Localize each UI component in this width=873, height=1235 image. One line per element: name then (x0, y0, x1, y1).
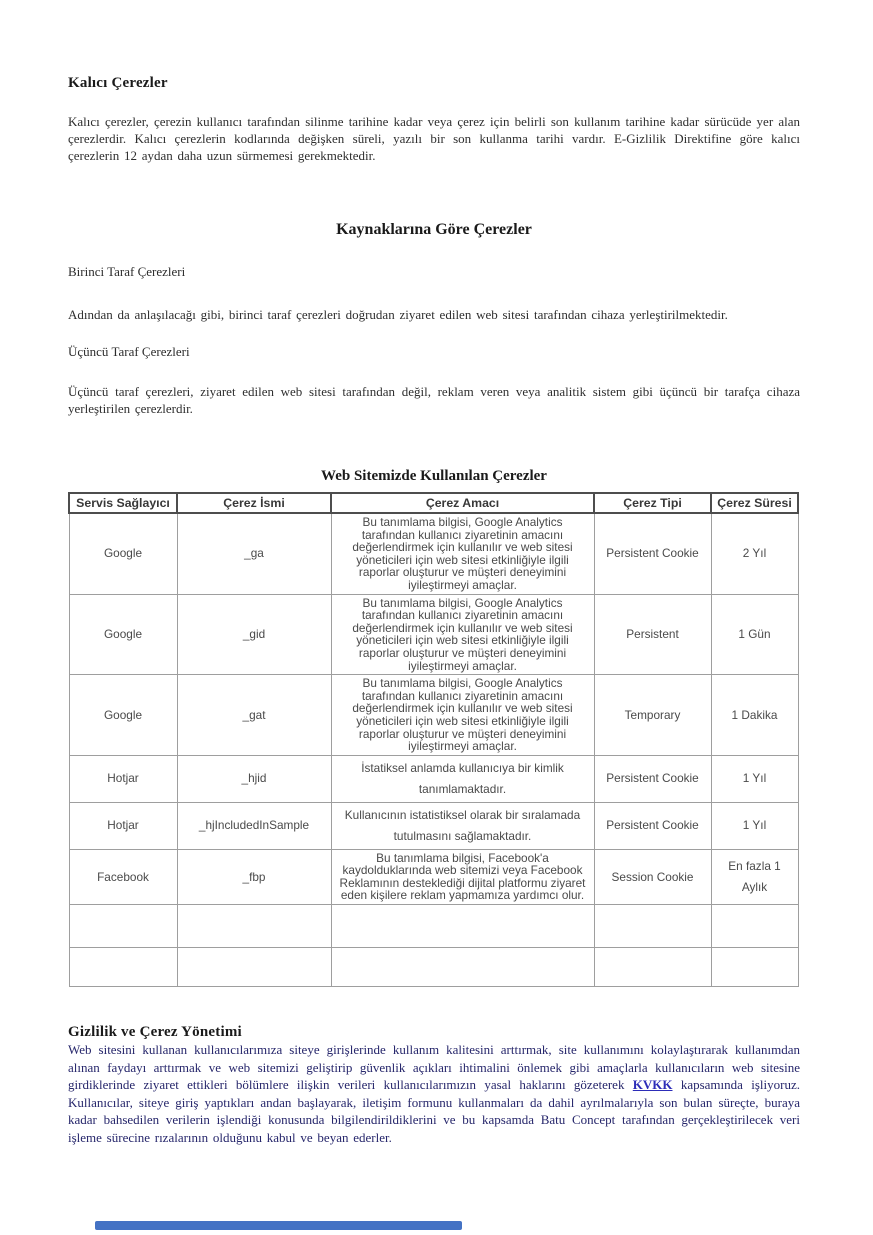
heading-cookies-by-source: Kaynaklarına Göre Çerezler (336, 221, 532, 238)
table-cell: 1 Dakika (711, 675, 798, 756)
paragraph-persistent-cookies: Kalıcı çerezler, çerezin kullanıcı tarafından silinme tarihine kadar veya çerez için belirli son kullanım tarihine kadar sürücüde yer alan çerezlerdir. Kalıcı çerezlerin kodlarında değişken süreli, yazılı bir son kullanma tarihi vardır. E-Gizlilik Direktifine göre kalıcı çerezlerin 12 aydan daha uzun sürmemesi gerekmektedir. (68, 114, 800, 163)
heading-cookies-table: Web Sitemizde Kullanılan Çerezler (321, 468, 547, 484)
table-cell: Persistent Cookie (594, 513, 711, 594)
table-cell: Facebook (69, 849, 177, 904)
table-row (69, 594, 798, 675)
table-cell (331, 948, 594, 987)
table-cell (177, 905, 331, 948)
heading-persistent-cookies: Kalıcı Çerezler (68, 75, 168, 91)
table-cell: En fazla 1 Aylık (711, 849, 798, 904)
table-cell: Hotjar (69, 802, 177, 849)
table-header-cell: Çerez İsmi (177, 493, 331, 513)
table-cell: Google (69, 675, 177, 756)
table-cell: Bu tanımlama bilgisi, Google Analytics tarafından kullanıcı ziyaretinin amacını değerlendirmek için kullanılır ve web sitesi yöneticileri için web sitesi etkinliğiyle ilgili raporlar oluşturur ve müşteri deneyimini iyileştirmeyi amaçlar. (331, 675, 594, 756)
table-row (69, 849, 798, 904)
table-cell (69, 905, 177, 948)
table-cell: Persistent Cookie (594, 802, 711, 849)
bottom-blue-bar (95, 1221, 462, 1230)
paragraph-third-party-cookies: Üçüncü taraf çerezleri, ziyaret edilen web sitesi tarafından değil, reklam veren veya analitik sistem gibi üçüncü bir tarafça cihaza yerleştirilen çerezlerdir. (68, 384, 800, 416)
table-cell: Google (69, 594, 177, 675)
table-header-cell: Çerez Amacı (331, 493, 594, 513)
table-cell: _fbp (177, 849, 331, 904)
cookies-table-head-row (69, 493, 798, 513)
table-cell: _gid (177, 594, 331, 675)
table-cell (177, 948, 331, 987)
paragraph-first-party-cookies: Adından da anlaşılacağı gibi, birinci taraf çerezleri doğrudan ziyaret edilen web sitesi tarafından cihaza yerleştirilmektedir. (68, 307, 728, 322)
heading-privacy-management: Gizlilik ve Çerez Yönetimi (68, 1024, 242, 1041)
subheading-first-party-cookies: Birinci Taraf Çerezleri (68, 264, 186, 279)
table-cell: Kullanıcının istatistiksel olarak bir sıralamada tutulmasını sağlamaktadır. (331, 802, 594, 849)
table-cell (594, 948, 711, 987)
privacy-text-after-link: kapsamında işliyoruz. Kullanıcılar, siteye giriş yaptıkları andan başlayarak, iletişim formunu kullanmaları da dahil ayrılmalarıyla son bulan süreçte, buraya kadar bahsedilen verilerin işlendiği konusunda bilgilendirildiklerini ve bu kapsamda Batu Concept tarafından gerçekleştirilecek veri işleme sürecine rızalarının olduğunu kabul ve beyan ederler. (68, 1077, 800, 1145)
table-cell (69, 948, 177, 987)
table-cell: 1 Yıl (711, 755, 798, 802)
table-cell (711, 948, 798, 987)
table-cell: _hjIncludedInSample (177, 802, 331, 849)
table-cell (594, 905, 711, 948)
table-cell: _hjid (177, 755, 331, 802)
table-cell: Persistent (594, 594, 711, 675)
subheading-third-party-cookies: Üçüncü Taraf Çerezleri (68, 344, 190, 359)
table-cell: Session Cookie (594, 849, 711, 904)
table-cell: 1 Yıl (711, 802, 798, 849)
table-cell: _gat (177, 675, 331, 756)
table-cell: Bu tanımlama bilgisi, Google Analytics tarafından kullanıcı ziyaretinin amacını değerlendirmek için kullanılır ve web sitesi yöneticileri için web sitesi etkinliğiyle ilgili raporlar oluşturur ve müşteri deneyimini iyileştirmeyi amaçlar. (331, 513, 594, 594)
table-row (69, 802, 798, 849)
table-cell (711, 905, 798, 948)
table-cell: Bu tanımlama bilgisi, Google Analytics tarafından kullanıcı ziyaretinin amacını değerlendirmek için kullanılır ve web sitesi yöneticileri için web sitesi etkinliğiyle ilgili raporlar oluşturur ve müşteri deneyimini iyileştirmeyi amaçlar. (331, 594, 594, 675)
table-row (69, 755, 798, 802)
table-cell: _ga (177, 513, 331, 594)
table-row (69, 675, 798, 756)
table-cell: Hotjar (69, 755, 177, 802)
table-cell: Bu tanımlama bilgisi, Facebook'a kaydolduklarında web sitemizi veya Facebook Reklamının desteklediği dijital platformu ziyaret eden kişilere reklam yapmamıza yardımcı olur. (331, 849, 594, 904)
table-cell: 1 Gün (711, 594, 798, 675)
table-cell: 2 Yıl (711, 513, 798, 594)
cookies-table-body (69, 513, 798, 987)
kvkk-link[interactable]: KVKK (632, 1077, 673, 1093)
paragraph-privacy-management (68, 1041, 800, 1146)
cookies-table (68, 492, 799, 987)
table-row (69, 948, 798, 987)
table-cell: Google (69, 513, 177, 594)
table-header-cell: Çerez Süresi (711, 493, 798, 513)
table-cell: Persistent Cookie (594, 755, 711, 802)
table-cell (331, 905, 594, 948)
table-cell: İstatiksel anlamda kullanıcıya bir kimlik tanımlamaktadır. (331, 755, 594, 802)
table-header-cell: Servis Sağlayıcı (69, 493, 177, 513)
table-row (69, 905, 798, 948)
table-row (69, 513, 798, 594)
table-header-cell: Çerez Tipi (594, 493, 711, 513)
privacy-text-before-link: Web sitesini kullanan kullanıcılarımıza siteye girişlerinde kullanım kalitesini arttırmak, site kullanımını kolaylaştırarak kullanımdan alınan faydayı arttırmak ve web sitemizi geliştirip güvenlik açıkları ihtimalini önlemek gibi amaçlarla kullanıcıların web sitesine girdiklerinde ziyaret ettikleri bölümlere ilişkin verileri kullanıcılarımızın yasal haklarını gözeterek (68, 1042, 800, 1093)
table-cell: Temporary (594, 675, 711, 756)
